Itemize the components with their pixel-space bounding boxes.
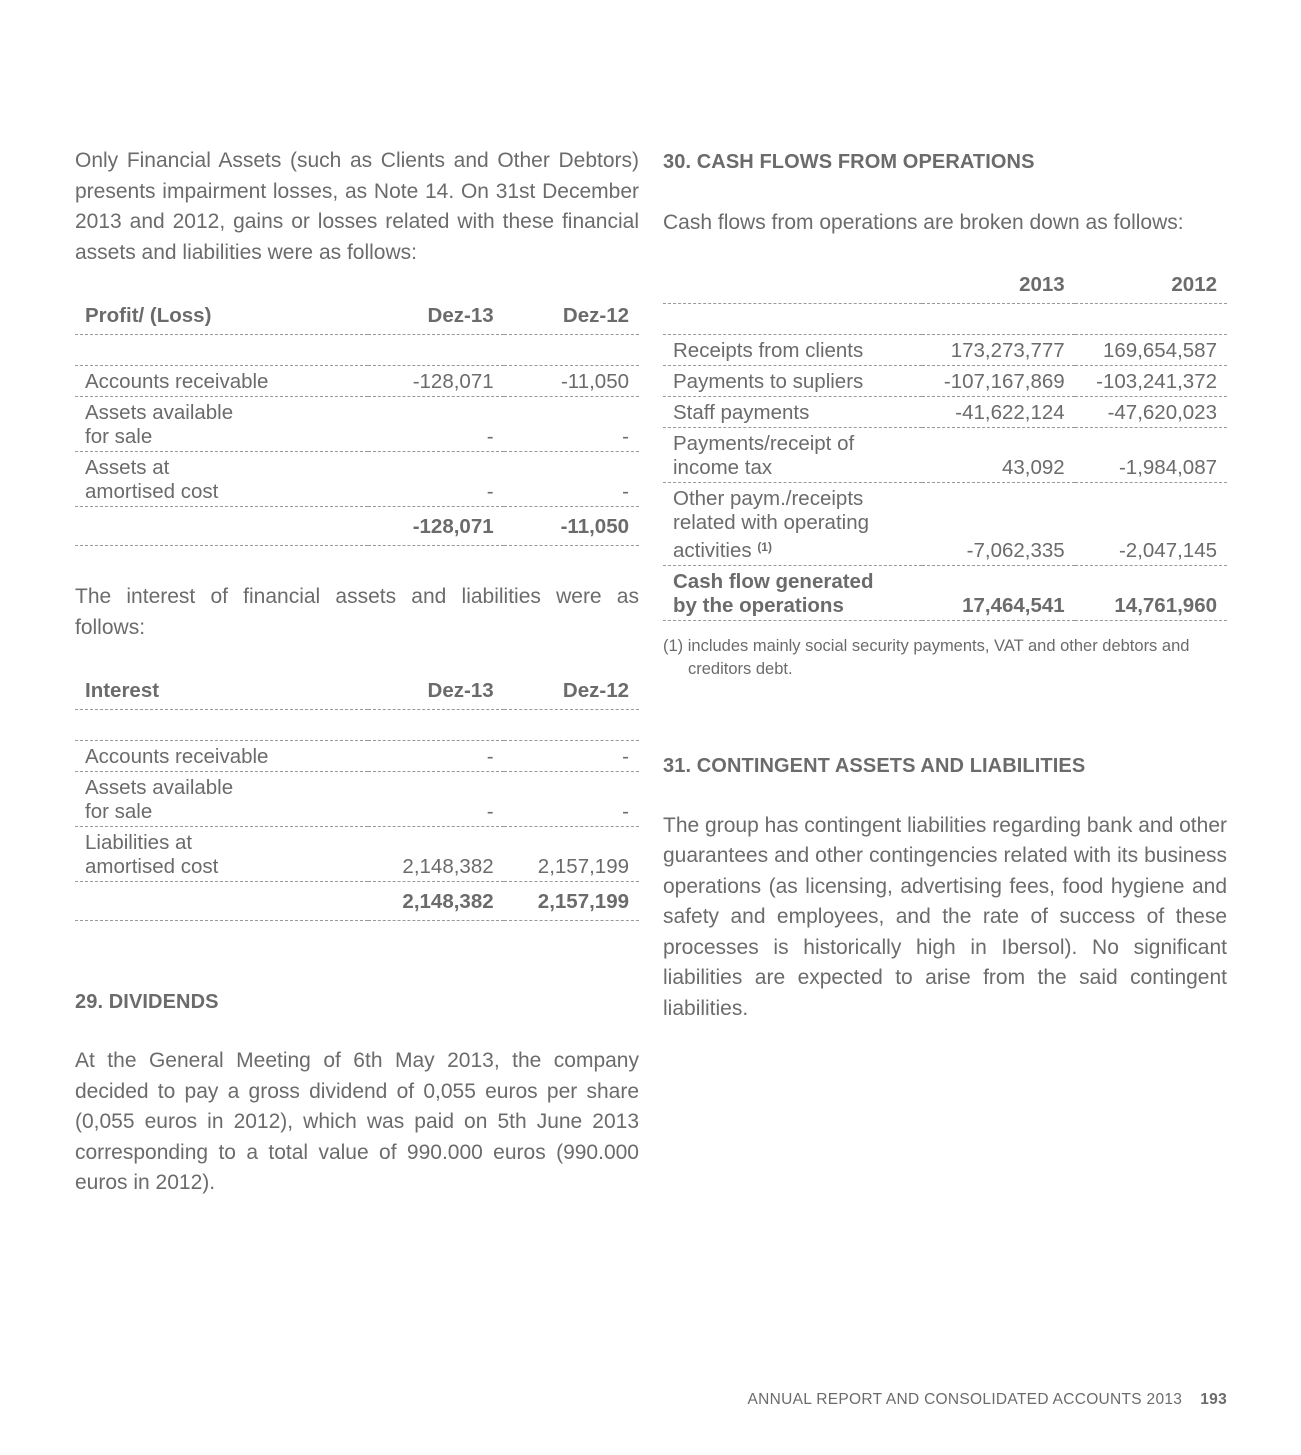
row-label: Payments/receipt of income tax bbox=[663, 427, 922, 482]
cell-value: -7,062,335 bbox=[922, 482, 1074, 565]
table-row bbox=[75, 741, 639, 772]
row-label bbox=[663, 482, 922, 565]
dividends-paragraph: At the General Meeting of 6th May 2013, the company decided to pay a gross dividend of 0,055 euros per share (0,055 euros in 2012), which was paid on 5th June 2013 corresponding to a total value of 990.000 euros (990.000 euros in 2012). bbox=[75, 1049, 639, 1194]
table-row bbox=[75, 772, 639, 827]
row-label: Assets at amortised cost bbox=[75, 452, 368, 507]
column-header bbox=[663, 273, 922, 304]
column-header: 2013 bbox=[922, 273, 1074, 304]
table-total-row bbox=[75, 882, 639, 921]
impairment-intro-paragraph: Only Financial Assets (such as Clients and Other Debtors) presents impairment losses, as Note 14. On 31st December 2013 and 2012, gains or losses related with these financial assets and liabilities were as follows: bbox=[75, 149, 639, 264]
table-row bbox=[663, 334, 1227, 365]
cashflow-intro-paragraph: Cash flows from operations are broken down as follows: bbox=[663, 211, 1184, 234]
table-row bbox=[75, 366, 639, 397]
row-label: Receipts from clients bbox=[663, 334, 922, 365]
table-header-row bbox=[75, 679, 639, 710]
row-label: Accounts receivable bbox=[75, 741, 368, 772]
cell-value: -128,071 bbox=[368, 366, 503, 397]
cell-value: -2,047,145 bbox=[1075, 482, 1227, 565]
table-header-row bbox=[663, 273, 1227, 304]
column-header: 2012 bbox=[1075, 273, 1227, 304]
table-spacer-row bbox=[75, 710, 639, 741]
row-label-text: Other paym./receipts related with operating activities bbox=[673, 486, 870, 562]
column-header: Dez-12 bbox=[504, 679, 639, 710]
total-value: -11,050 bbox=[504, 507, 639, 546]
cell-value: -41,622,124 bbox=[922, 396, 1074, 427]
cashflow-footnote: (1) includes mainly social security payments, VAT and other debtors and creditors debt. bbox=[663, 636, 1190, 678]
cell-value: - bbox=[368, 741, 503, 772]
total-value: 14,761,960 bbox=[1075, 565, 1227, 620]
left-column bbox=[75, 146, 639, 1199]
total-value: 2,148,382 bbox=[368, 882, 503, 921]
cell-value: -47,620,023 bbox=[1075, 396, 1227, 427]
cell-value: 173,273,777 bbox=[922, 334, 1074, 365]
table-header-row bbox=[75, 304, 639, 335]
page-number: 193 bbox=[1200, 1391, 1227, 1408]
profit-loss-table bbox=[75, 304, 639, 546]
cashflow-table bbox=[663, 273, 1227, 621]
total-label: Cash flow generated by the operations bbox=[663, 565, 922, 620]
cell-value: 2,148,382 bbox=[368, 827, 503, 882]
column-header: Dez-12 bbox=[504, 304, 639, 335]
row-label: Staff payments bbox=[663, 396, 922, 427]
row-label: Assets available for sale bbox=[75, 397, 368, 452]
contingent-paragraph: The group has contingent liabilities regarding bank and other guarantees and other contingencies related with its business operations (as licensing, advertising fees, food hygiene and safety and employees, and the rate of success of these processes is historically high in Ibersol). No significant liabilities are expected to arise from the said contingent liabilities. bbox=[663, 813, 1227, 1020]
page-footer bbox=[748, 1391, 1227, 1409]
cell-value: -103,241,372 bbox=[1075, 365, 1227, 396]
cashflow-heading: 30. CASH FLOWS FROM OPERATIONS bbox=[663, 151, 1035, 173]
footer-title: ANNUAL REPORT AND CONSOLIDATED ACCOUNTS 2013 bbox=[747, 1391, 1183, 1408]
row-label: Liabilities at amortised cost bbox=[75, 827, 368, 882]
interest-intro-paragraph: The interest of financial assets and liabilities were as follows: bbox=[75, 585, 639, 639]
cell-value: 43,092 bbox=[922, 427, 1074, 482]
right-column bbox=[663, 146, 1227, 1024]
total-value: 17,464,541 bbox=[922, 565, 1074, 620]
total-value: 2,157,199 bbox=[504, 882, 639, 921]
column-header: Interest bbox=[75, 679, 368, 710]
cell-value: -107,167,869 bbox=[922, 365, 1074, 396]
table-row bbox=[663, 482, 1227, 565]
row-label: Assets available for sale bbox=[75, 772, 368, 827]
column-header: Dez-13 bbox=[368, 304, 503, 335]
table-row bbox=[75, 397, 639, 452]
cell-value: -11,050 bbox=[504, 366, 639, 397]
table-spacer-row bbox=[75, 335, 639, 366]
cell-value: -1,984,087 bbox=[1075, 427, 1227, 482]
table-spacer-row bbox=[663, 303, 1227, 334]
dividends-heading: 29. DIVIDENDS bbox=[75, 991, 219, 1013]
total-value: -128,071 bbox=[368, 507, 503, 546]
table-total-row bbox=[75, 507, 639, 546]
cell-value: - bbox=[504, 452, 639, 507]
row-label: Accounts receivable bbox=[75, 366, 368, 397]
cell-value: - bbox=[368, 772, 503, 827]
total-label bbox=[75, 507, 368, 546]
interest-table bbox=[75, 679, 639, 921]
contingent-heading: 31. CONTINGENT ASSETS AND LIABILITIES bbox=[663, 754, 1086, 777]
cell-value: 169,654,587 bbox=[1075, 334, 1227, 365]
table-row bbox=[663, 427, 1227, 482]
table-row bbox=[75, 827, 639, 882]
footnote-marker: (1) bbox=[757, 539, 772, 554]
cell-value: - bbox=[504, 772, 639, 827]
cell-value: 2,157,199 bbox=[504, 827, 639, 882]
total-label bbox=[75, 882, 368, 921]
cell-value: - bbox=[504, 397, 639, 452]
table-row bbox=[663, 396, 1227, 427]
cell-value: - bbox=[368, 452, 503, 507]
column-header: Profit/ (Loss) bbox=[75, 304, 368, 335]
table-row bbox=[75, 452, 639, 507]
cell-value: - bbox=[504, 741, 639, 772]
cell-value: - bbox=[368, 397, 503, 452]
column-header: Dez-13 bbox=[368, 679, 503, 710]
row-label: Payments to supliers bbox=[663, 365, 922, 396]
table-row bbox=[663, 365, 1227, 396]
table-total-row bbox=[663, 565, 1227, 620]
